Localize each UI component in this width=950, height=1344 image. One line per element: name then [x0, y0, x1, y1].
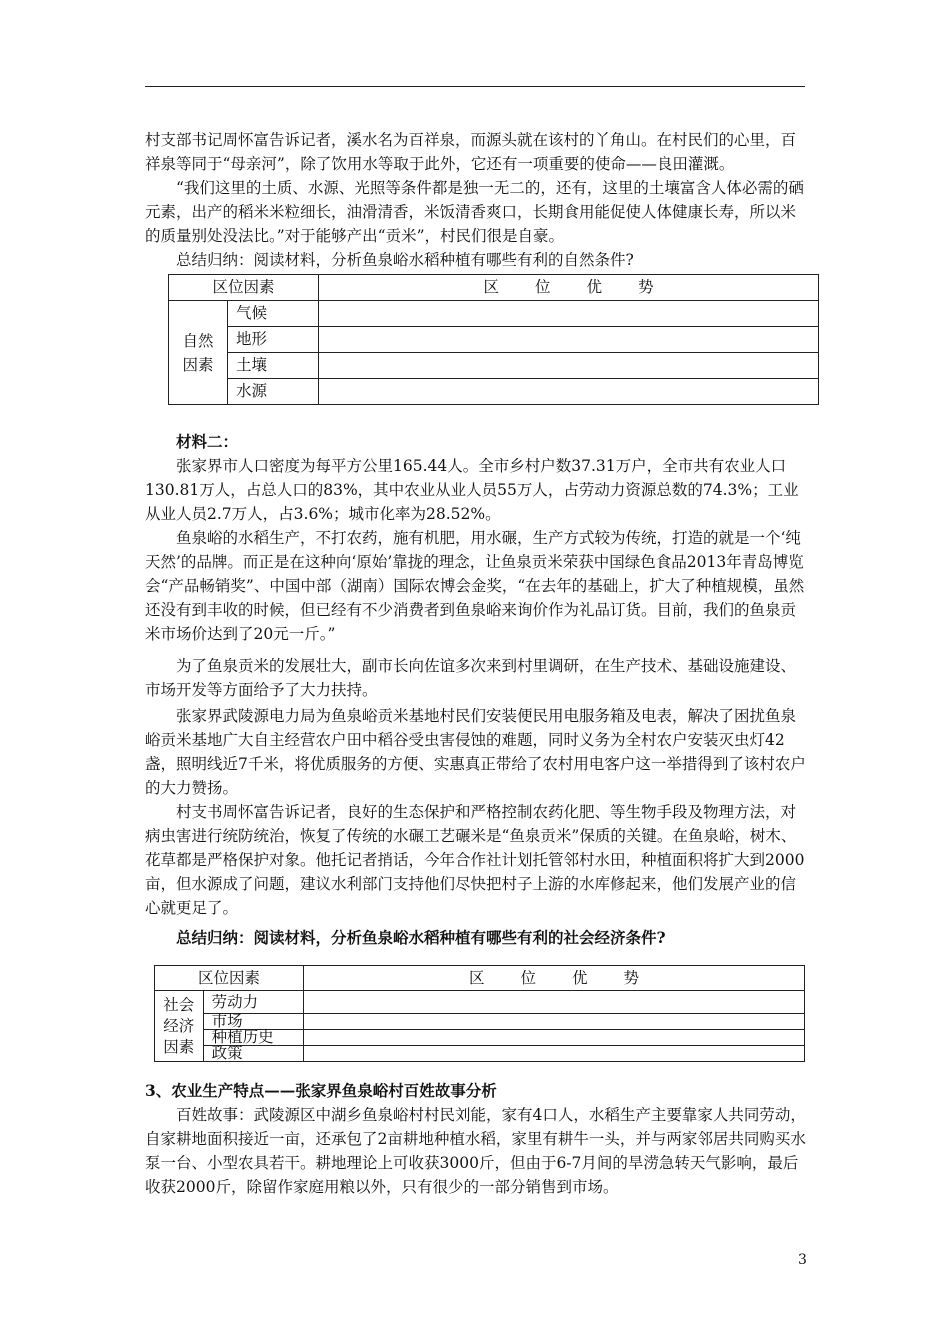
- header-rule: [145, 86, 805, 87]
- paragraph-quote: “我们这里的土质、水源、光照等条件都是独一无二的，还有，这里的土壤富含人体必需的硒元素，出产的稻米米粒细长，油滑清香，米饭清香爽口，长期食用能促使人体健康长寿，所以米的质量别处没法比。”对于能够产出“贡米”，村民们很是自豪。: [145, 179, 804, 245]
- answer-cell-market[interactable]: [304, 1014, 805, 1030]
- row-label-planting-history: 种植历史: [203, 1030, 303, 1046]
- paragraph-production: 鱼泉峪的水稻生产，不打农药，施有机肥，用水碾，生产方式较为传统，打造的就是一个‘纯天然’的品牌。而正是在这种向‘原始’靠拢的理念，让鱼泉贡米荣获中国绿色食品2013年青岛博览会“产品畅销奖”、中国中部（湖南）国际农博会金奖，“在去年的基础上，扩大了种植规模，虽然还没有到丰收的时候，但已经有不少消费者到鱼泉峪来询价作为礼品订货。目前，我们的鱼泉贡米市场价达到了20元一斤。”: [145, 529, 805, 643]
- table-header-factor: 区位因素: [169, 275, 319, 301]
- answer-cell-soil[interactable]: [319, 353, 819, 379]
- paragraph-population: 张家界市人口密度为每平方公里165.44人。全市乡村户数37.31万户，全市共有农业人口130.81万人，占总人口的83%，其中农业从业人员55万人，占劳动力资源总数的74.3%；工业从业人员2.7万人，占3.6%；城市化率为28.52%。: [145, 457, 799, 523]
- row-label-climate: 气候: [228, 301, 319, 327]
- paragraph-power: 张家界武陵源电力局为鱼泉峪贡米基地村民们安装便民用电服务箱及电表，解决了困扰鱼泉峪贡米基地广大自主经营农户田中稻谷受虫害侵蚀的难题，同时义务为全村农户安装灭虫灯42盏，照明线近7千米，将优质服务的方便、实惠真正带给了农村用电客户这一举措得到了该村农户的大力赞扬。: [145, 707, 806, 797]
- material-2-heading: 材料二：: [176, 432, 239, 451]
- answer-cell-climate[interactable]: [319, 301, 819, 327]
- paragraph-support: 为了鱼泉贡米的发展壮大，副市长向佐谊多次来到村里调研，在生产技术、基础设施建设、市场开发等方面给予了大力扶持。: [145, 657, 797, 699]
- row-label-soil: 土壤: [228, 353, 319, 379]
- section-3-heading: 3、农业生产特点——张家界鱼泉峪村百姓故事分析: [145, 1081, 497, 1100]
- table-header-factor: 区位因素: [155, 966, 304, 991]
- row-label-water: 水源: [228, 379, 319, 405]
- row-label-policy: 政策: [203, 1046, 303, 1062]
- answer-cell-labor[interactable]: [304, 991, 805, 1014]
- summary-socioeconomic: 总结归纳：阅读材料，分析鱼泉峪水稻种植有哪些有利的社会经济条件?: [176, 928, 666, 947]
- page-number: 3: [798, 1252, 807, 1268]
- group-socioeconomic-factors: 社会经济因素: [155, 991, 204, 1062]
- group-natural-factors: 自然因素: [169, 301, 228, 405]
- row-label-terrain: 地形: [228, 327, 319, 353]
- row-label-labor: 劳动力: [203, 991, 303, 1014]
- table-header-advantage: 区位优势: [319, 275, 819, 301]
- table-header-advantage: 区位优势: [304, 966, 805, 991]
- answer-cell-planting-history[interactable]: [304, 1030, 805, 1046]
- socioeconomic-factors-table: [154, 965, 805, 1062]
- paragraph-intro: 村支部书记周怀富告诉记者，溪水名为百祥泉，而源头就在该村的丫角山。在村民们的心里，百祥泉等同于“母亲河”，除了饮用水等取于此外，它还有一项重要的使命——良田灌溉。: [145, 131, 797, 173]
- paragraph-ecology: 村支书周怀富告诉记者，良好的生态保护和严格控制农药化肥、等生物手段及物理方法，对病虫害进行统防统治，恢复了传统的水碾工艺碾米是“鱼泉贡米”保质的关键。在鱼泉峪，树木、花草都是严格保护对象。他托记者捎话，今年合作社计划托管邻村水田，种植面积将扩大到2000亩，但水源成了问题，建议水利部门支持他们尽快把村子上游的水库修起来，他们发展产业的信心就更足了。: [145, 803, 805, 917]
- paragraph-story: 百姓故事：武陵源区中湖乡鱼泉峪村村民刘能，家有4口人，水稻生产主要靠家人共同劳动，自家耕地面积接近一亩，还承包了2亩耕地种植水稻，家里有耕牛一头，并与两家邻居共同购买水泵一台、小型农具若干。耕地理论上可收获3000斤，但由于6-7月间的旱涝急转天气影响，最后收获2000斤，除留作家庭用粮以外，只有很少的一部分销售到市场。: [145, 1106, 806, 1196]
- natural-factors-table: [168, 274, 819, 405]
- summary-natural: 总结归纳：阅读材料，分析鱼泉峪水稻种植有哪些有利的自然条件?: [176, 251, 634, 269]
- row-label-market: 市场: [203, 1014, 303, 1030]
- answer-cell-water[interactable]: [319, 379, 819, 405]
- answer-cell-terrain[interactable]: [319, 327, 819, 353]
- answer-cell-policy[interactable]: [304, 1046, 805, 1062]
